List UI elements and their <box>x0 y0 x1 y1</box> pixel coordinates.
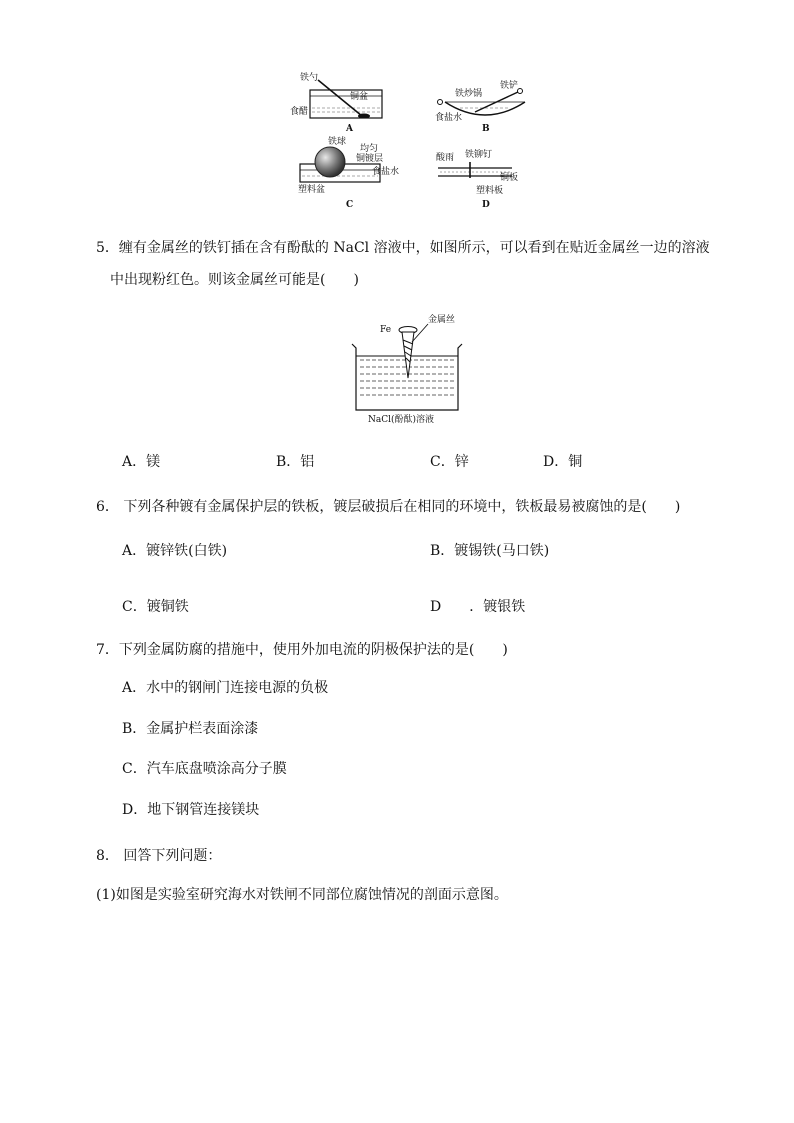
q7-option-d[interactable]: D．地下钢管连接镁块 <box>122 802 260 818</box>
q7-option-b[interactable]: B．金属护栏表面涂漆 <box>122 721 259 737</box>
beaker-figure <box>0 300 794 430</box>
label-a-basin: 铜盆 <box>350 92 369 102</box>
label-a-vinegar: 食醋 <box>290 107 309 117</box>
label-c-basin: 塑料盆 <box>298 185 326 195</box>
label-d-acid-rain: 酸雨 <box>436 153 455 163</box>
q5-text-line1: 5．缠有金属丝的铁钉插在含有酚酞的 NaCl 溶液中，如图所示，可以看到在贴近金属丝一边的溶液 <box>96 240 710 256</box>
label-b-wok: 铁炒锅 <box>455 89 483 99</box>
q5-option-d[interactable]: D．铜 <box>543 454 583 470</box>
label-c-even: 均匀 <box>360 144 379 154</box>
label-c-ball: 铁球 <box>328 137 347 147</box>
panel-letter-a: A <box>346 124 353 134</box>
label-d-rivet: 铁铆钉 <box>465 150 493 160</box>
q8-text-line1: 8． 回答下列问题： <box>96 848 222 864</box>
q6-option-b[interactable]: B．镀锡铁(马口铁) <box>430 543 550 559</box>
q6-option-d[interactable]: D ．镀银铁 <box>430 599 526 615</box>
panel-a <box>290 71 382 134</box>
q6-option-c[interactable]: C．镀铜铁 <box>122 599 189 615</box>
q5-option-b[interactable]: B．铝 <box>276 454 315 470</box>
q6-text-line1: 6． 下列各种镀有金属保护层的铁板，镀层破损后在相同的环境中，铁板最易被腐蚀的是( ) <box>96 499 681 515</box>
q5-text-line2: 中出现粉红色。则该金属丝可能是( ) <box>110 272 359 288</box>
label-fe: Fe <box>380 325 392 335</box>
label-d-plastic: 塑料板 <box>476 186 504 196</box>
corrosion-figure-abcd <box>0 0 794 220</box>
q7-text-line1: 7．下列金属防腐的措施中，使用外加电流的阴极保护法的是( ) <box>96 642 508 658</box>
q8-text-line2: (1)如图是实验室研究海水对铁闸不同部位腐蚀情况的剖面示意图。 <box>96 887 508 903</box>
q7-option-c[interactable]: C．汽车底盘喷涂高分子膜 <box>122 761 287 777</box>
q5-option-a[interactable]: A．镁 <box>122 454 161 470</box>
label-c-copper-layer: 铜镀层 <box>356 154 384 164</box>
panel-letter-d: D <box>482 200 490 210</box>
q5-option-c[interactable]: C．锌 <box>430 454 469 470</box>
label-metal-wire: 金属丝 <box>428 315 456 325</box>
panel-letter-b: B <box>482 124 490 134</box>
panel-b <box>435 79 525 134</box>
label-d-plate: 铜板 <box>500 173 519 183</box>
panel-d <box>436 148 518 210</box>
label-b-shovel: 铁铲 <box>500 81 519 91</box>
label-nacl-solution: NaCl(酚酞)溶液 <box>368 415 435 425</box>
q6-option-a[interactable]: A．镀锌铁(白铁) <box>122 543 228 559</box>
panel-letter-c: C <box>346 200 354 210</box>
label-a-spoon: 铁勺 <box>300 73 319 83</box>
label-c-salt: 食盐水 <box>372 167 400 177</box>
q7-option-a[interactable]: A．水中的钢闸门连接电源的负极 <box>122 680 329 696</box>
label-b-salt: 食盐水 <box>435 113 463 123</box>
panel-c <box>298 135 399 210</box>
